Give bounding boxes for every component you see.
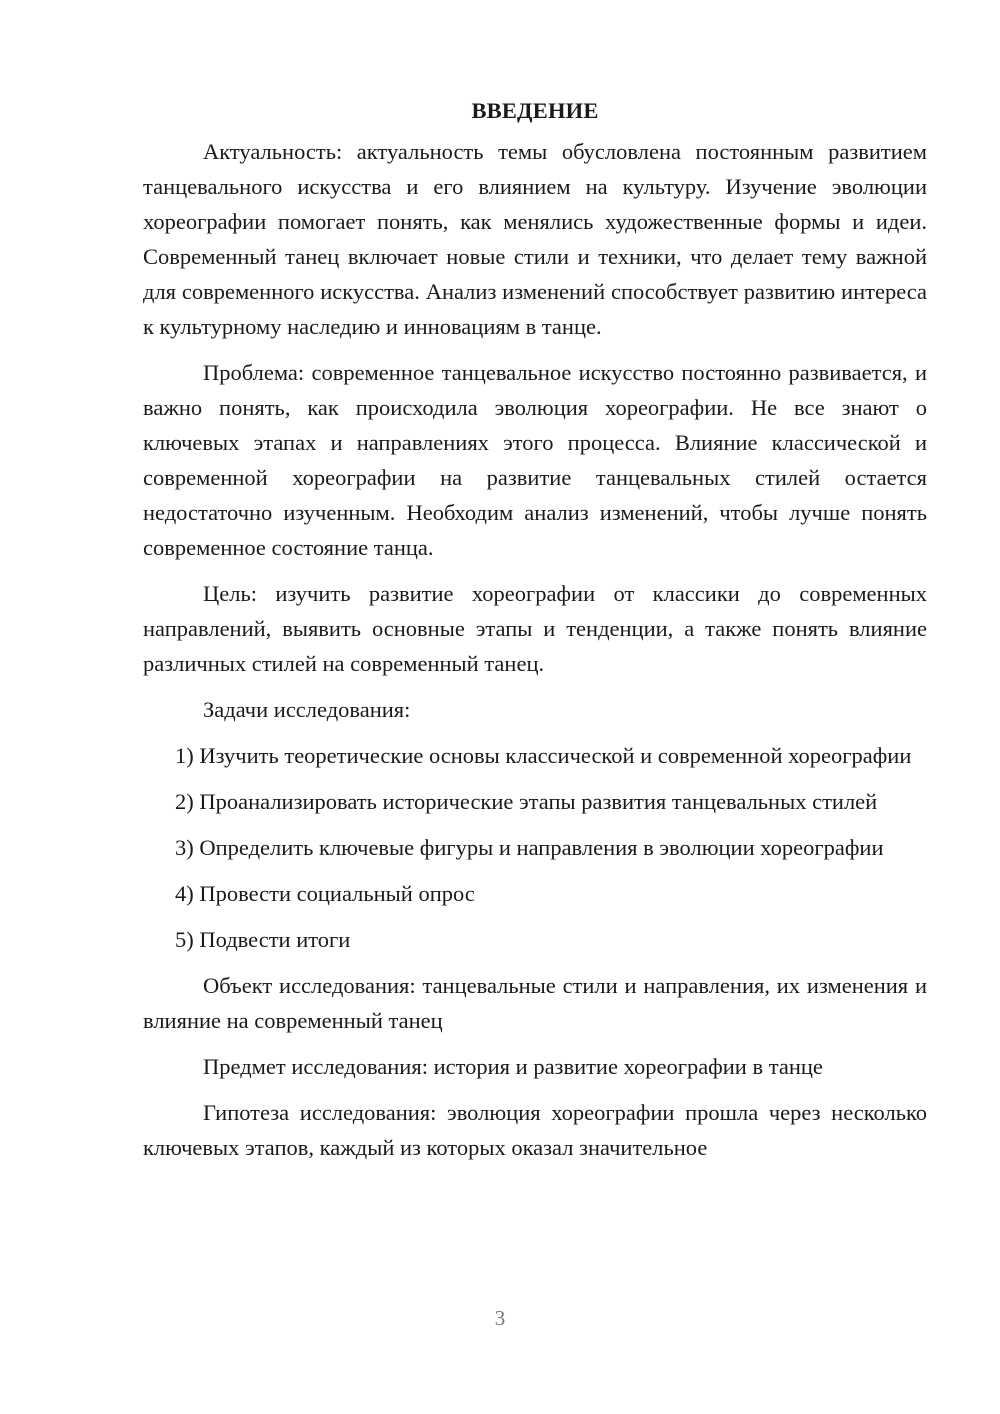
list-item: 1) Изучить теоретические основы классической и современной хореографии (175, 743, 912, 768)
page-number: 3 (494, 1306, 506, 1330)
relevance-paragraph: Актуальность: актуальность темы обусловлена постоянным развитием танцевального искусства и его влиянием на культуру. Изучение эволюции хореографии помогает понять, как менялись художественные формы и идеи. Современный танец включает новые стили и техники, что делает тему важной для современного искусства. Анализ изменений способствует развитию интереса к культурному наследию и инновациям в танце. (143, 139, 927, 339)
list-item: 3) Определить ключевые фигуры и направления в эволюции хореографии (175, 835, 884, 860)
problem-paragraph: Проблема: современное танцевальное искусство постоянно развивается, и важно понять, как происходила эволюция хореографии. Не все знают о ключевых этапах и направлениях этого процесса. Влияние классической и современной хореографии на развитие танцевальных стилей остается недостаточно изученным. Необходим анализ изменений, чтобы лучше понять современное состояние танца. (143, 360, 927, 560)
list-item: 4) Провести социальный опрос (175, 881, 475, 906)
goal-paragraph: Цель: изучить развитие хореографии от классики до современных направлений, выявить основные этапы и тенденции, а также понять влияние различных стилей на современный танец. (143, 581, 927, 676)
page-title: ВВЕДЕНИЕ (471, 98, 599, 123)
list-item: 2) Проанализировать исторические этапы развития танцевальных стилей (175, 789, 878, 814)
list-item: 5) Подвести итоги (175, 927, 351, 952)
page-content (143, 96, 927, 1176)
tasks-list (143, 738, 927, 957)
subject-paragraph: Предмет исследования: история и развитие хореографии в танце (203, 1054, 823, 1079)
hypothesis-paragraph: Гипотеза исследования: эволюция хореографии прошла через несколько ключевых этапов, каждый из которых оказал значительное (143, 1100, 927, 1160)
object-paragraph: Объект исследования: танцевальные стили и направления, их изменения и влияние на современный танец (143, 973, 927, 1033)
tasks-label: Задачи исследования: (203, 697, 411, 722)
